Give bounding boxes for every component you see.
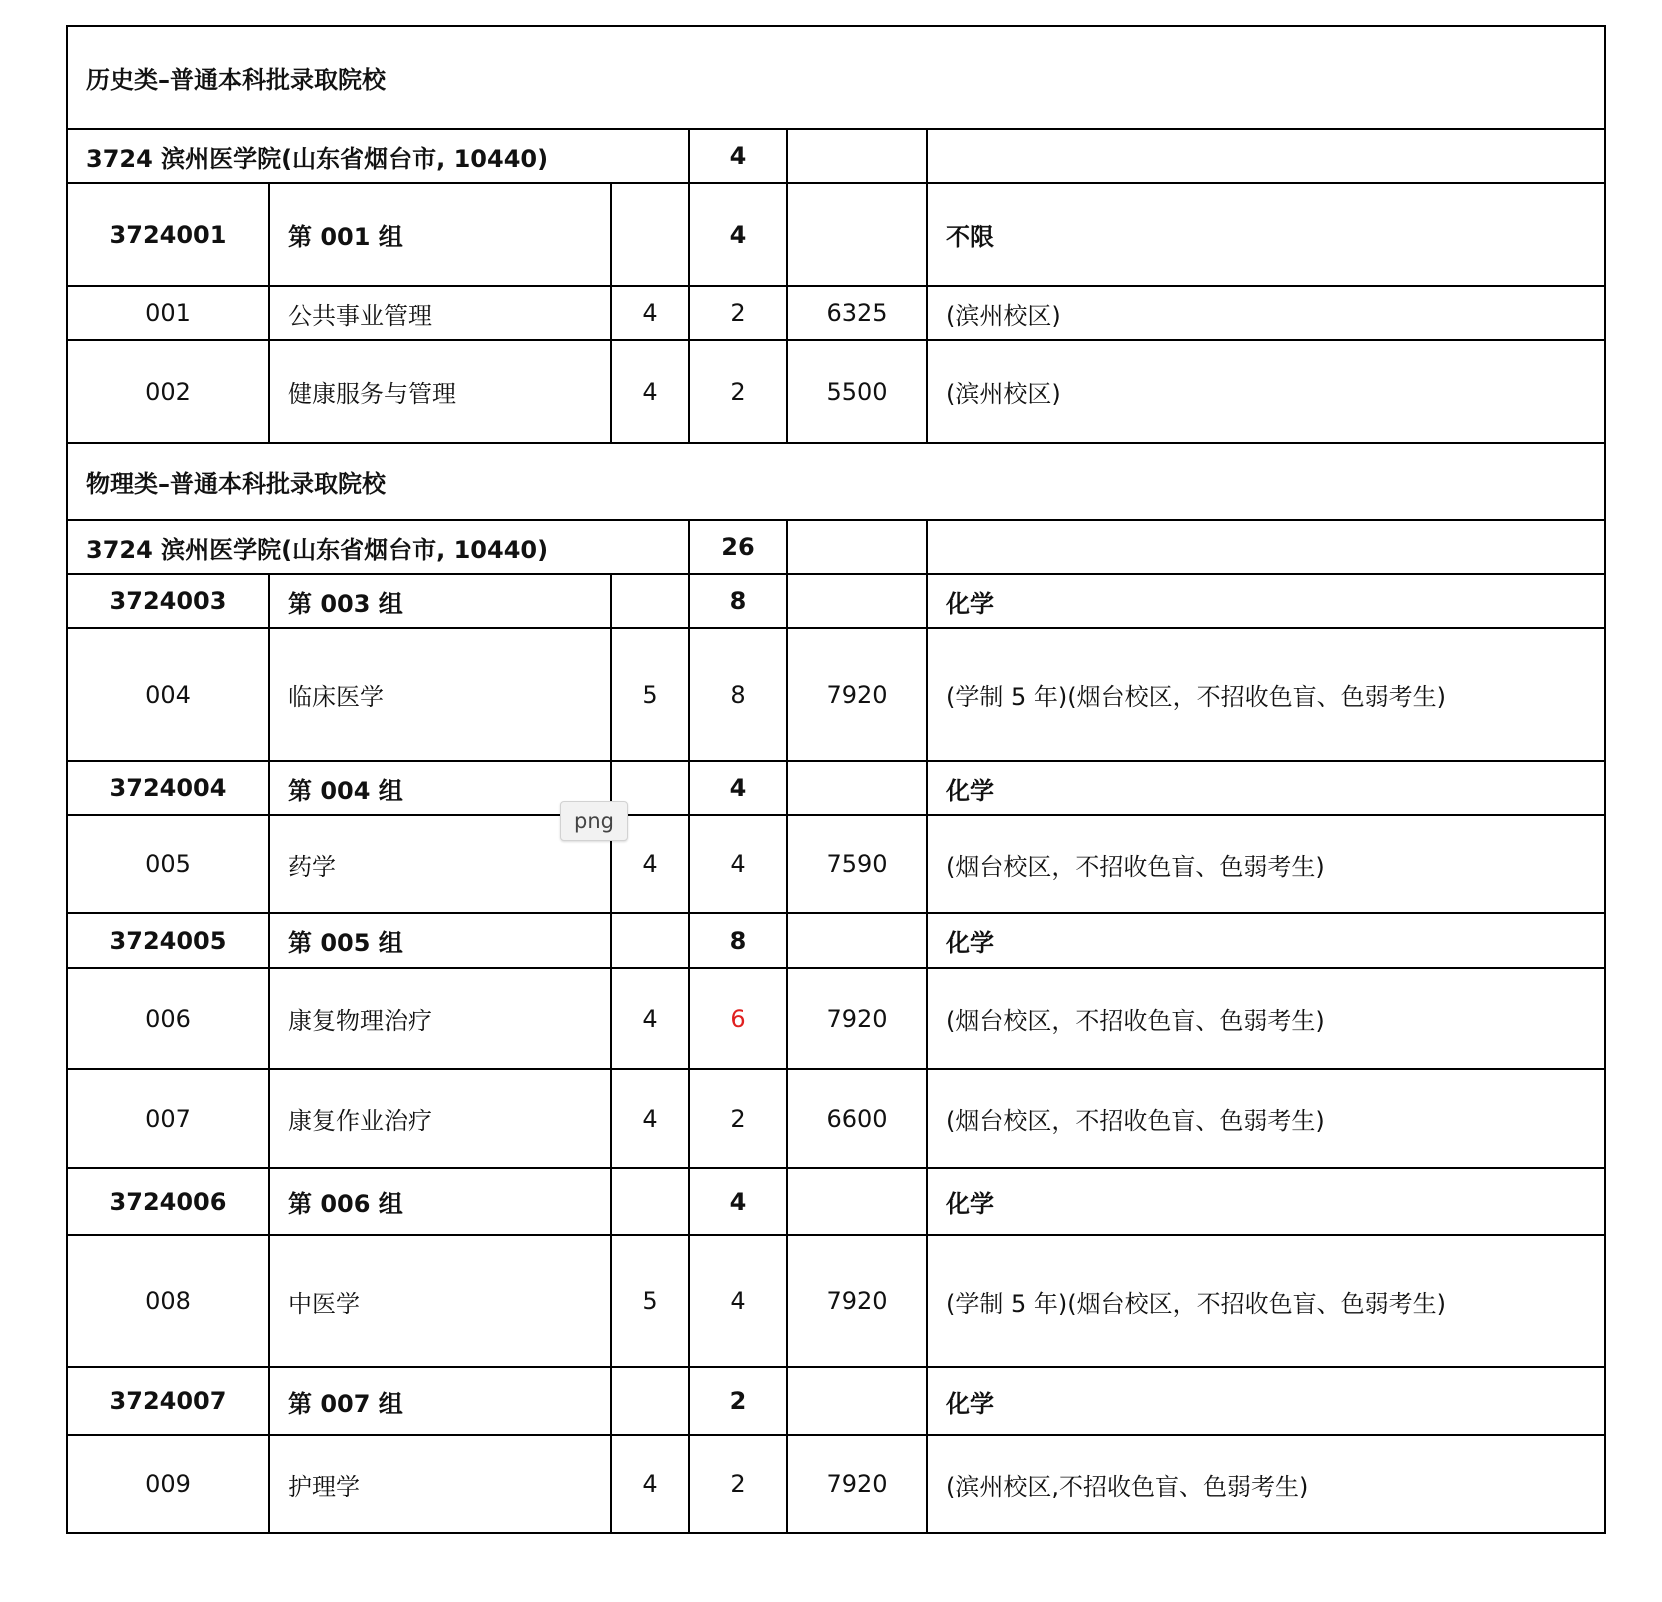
group-code: 3724003 — [67, 574, 269, 628]
major-code: 001 — [67, 286, 269, 340]
group-row — [67, 183, 1605, 286]
major-years: 5 — [611, 628, 689, 761]
major-plan: 4 — [689, 1235, 787, 1367]
group-row — [67, 574, 1605, 628]
major-note: (烟台校区，不招收色盲、色弱考生) — [927, 1069, 1605, 1168]
major-name: 中医学 — [269, 1235, 611, 1367]
group-code: 3724005 — [67, 913, 269, 968]
major-note: (滨州校区) — [927, 286, 1605, 340]
major-name: 护理学 — [269, 1435, 611, 1533]
group-row — [67, 1168, 1605, 1235]
group-name: 第 006 组 — [269, 1168, 611, 1235]
group-name: 第 003 组 — [269, 574, 611, 628]
group-plan: 8 — [689, 913, 787, 968]
major-years: 4 — [611, 286, 689, 340]
major-name: 临床医学 — [269, 628, 611, 761]
major-note: (学制 5 年)(烟台校区，不招收色盲、色弱考生) — [927, 1235, 1605, 1367]
major-plan: 2 — [689, 1069, 787, 1168]
empty-cell — [787, 1168, 927, 1235]
file-type-badge[interactable]: png — [560, 801, 628, 841]
major-plan: 2 — [689, 1435, 787, 1533]
school-note — [927, 520, 1605, 574]
major-row — [67, 1069, 1605, 1168]
school-note — [927, 129, 1605, 183]
major-name: 健康服务与管理 — [269, 340, 611, 443]
major-code: 006 — [67, 968, 269, 1069]
major-years: 4 — [611, 1069, 689, 1168]
section-title: 历史类–普通本科批录取院校 — [67, 26, 1605, 129]
major-name: 康复物理治疗 — [269, 968, 611, 1069]
empty-cell — [787, 520, 927, 574]
major-name: 康复作业治疗 — [269, 1069, 611, 1168]
group-requirement: 化学 — [927, 913, 1605, 968]
group-plan: 2 — [689, 1367, 787, 1435]
major-years: 4 — [611, 815, 689, 913]
major-years: 4 — [611, 968, 689, 1069]
major-row — [67, 1235, 1605, 1367]
group-name: 第 005 组 — [269, 913, 611, 968]
major-code: 009 — [67, 1435, 269, 1533]
empty-cell — [787, 129, 927, 183]
section-title: 物理类–普通本科批录取院校 — [67, 443, 1605, 520]
major-plan: 2 — [689, 286, 787, 340]
group-requirement: 化学 — [927, 574, 1605, 628]
empty-cell — [611, 1367, 689, 1435]
major-tuition: 6325 — [787, 286, 927, 340]
major-row — [67, 286, 1605, 340]
school-plan: 4 — [689, 129, 787, 183]
major-years: 4 — [611, 1435, 689, 1533]
group-plan: 4 — [689, 1168, 787, 1235]
major-plan: 8 — [689, 628, 787, 761]
school-row — [67, 520, 1605, 574]
admissions-table — [66, 25, 1606, 1534]
empty-cell — [611, 574, 689, 628]
group-name: 第 001 组 — [269, 183, 611, 286]
section-header-row — [67, 26, 1605, 129]
group-plan: 8 — [689, 574, 787, 628]
empty-cell — [611, 1168, 689, 1235]
major-row — [67, 628, 1605, 761]
group-requirement: 化学 — [927, 761, 1605, 815]
group-code: 3724001 — [67, 183, 269, 286]
major-code: 002 — [67, 340, 269, 443]
major-code: 004 — [67, 628, 269, 761]
major-years: 5 — [611, 1235, 689, 1367]
empty-cell — [787, 1367, 927, 1435]
major-plan: 2 — [689, 340, 787, 443]
major-tuition: 5500 — [787, 340, 927, 443]
major-tuition: 7920 — [787, 1235, 927, 1367]
empty-cell — [787, 913, 927, 968]
major-row — [67, 1435, 1605, 1533]
school-row — [67, 129, 1605, 183]
major-note: (滨州校区,不招收色盲、色弱考生) — [927, 1435, 1605, 1533]
group-name: 第 004 组 — [269, 761, 611, 815]
school-label: 3724 滨州医学院(山东省烟台市, 10440) — [67, 129, 689, 183]
major-row — [67, 340, 1605, 443]
group-row — [67, 913, 1605, 968]
empty-cell — [611, 913, 689, 968]
major-note: (烟台校区，不招收色盲、色弱考生) — [927, 968, 1605, 1069]
group-row — [67, 1367, 1605, 1435]
school-label: 3724 滨州医学院(山东省烟台市, 10440) — [67, 520, 689, 574]
school-plan: 26 — [689, 520, 787, 574]
major-row — [67, 815, 1605, 913]
major-tuition: 6600 — [787, 1069, 927, 1168]
group-code: 3724004 — [67, 761, 269, 815]
major-note: (烟台校区，不招收色盲、色弱考生) — [927, 815, 1605, 913]
major-tuition: 7920 — [787, 968, 927, 1069]
major-row — [67, 968, 1605, 1069]
group-requirement: 化学 — [927, 1168, 1605, 1235]
empty-cell — [611, 183, 689, 286]
section-header-row — [67, 443, 1605, 520]
major-note: (滨州校区) — [927, 340, 1605, 443]
major-years: 4 — [611, 340, 689, 443]
major-name: 药学 — [269, 815, 611, 913]
major-tuition: 7920 — [787, 628, 927, 761]
empty-cell — [787, 574, 927, 628]
group-row — [67, 761, 1605, 815]
major-plan: 6 — [689, 968, 787, 1069]
major-code: 007 — [67, 1069, 269, 1168]
empty-cell — [787, 761, 927, 815]
major-plan: 4 — [689, 815, 787, 913]
empty-cell — [787, 183, 927, 286]
group-code: 3724007 — [67, 1367, 269, 1435]
group-plan: 4 — [689, 183, 787, 286]
group-code: 3724006 — [67, 1168, 269, 1235]
group-name: 第 007 组 — [269, 1367, 611, 1435]
major-tuition: 7590 — [787, 815, 927, 913]
major-code: 005 — [67, 815, 269, 913]
major-code: 008 — [67, 1235, 269, 1367]
group-requirement: 化学 — [927, 1367, 1605, 1435]
group-plan: 4 — [689, 761, 787, 815]
major-tuition: 7920 — [787, 1435, 927, 1533]
major-note: (学制 5 年)(烟台校区，不招收色盲、色弱考生) — [927, 628, 1605, 761]
major-name: 公共事业管理 — [269, 286, 611, 340]
group-requirement: 不限 — [927, 183, 1605, 286]
